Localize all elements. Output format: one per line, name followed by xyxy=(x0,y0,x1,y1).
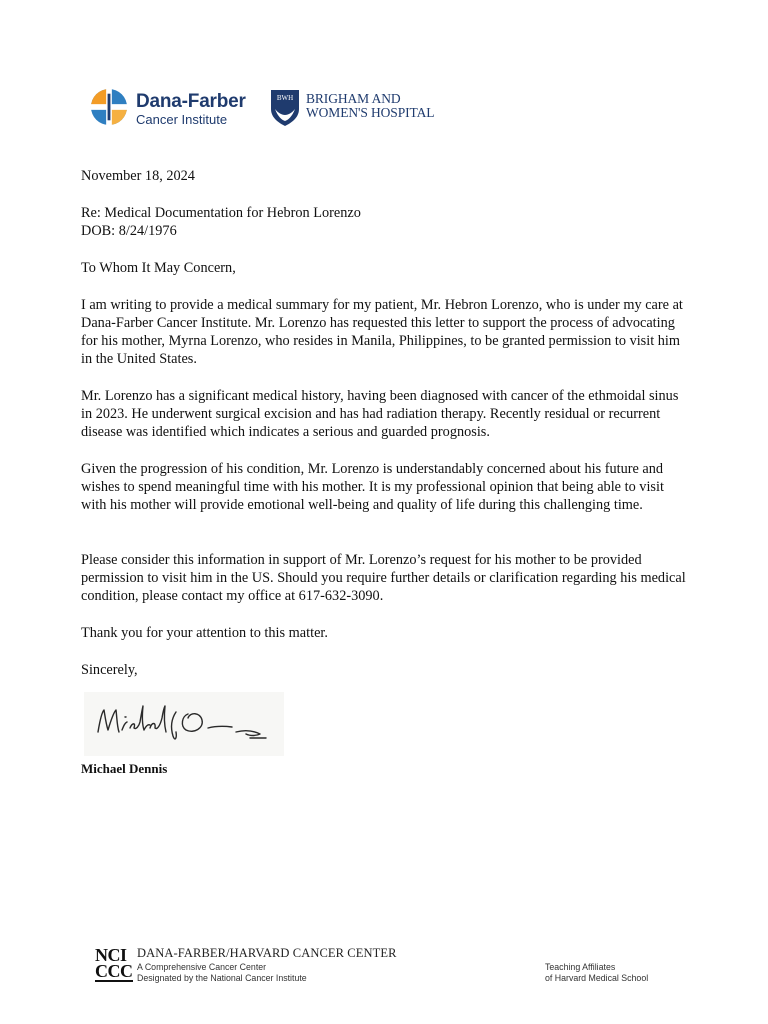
closing-line: Sincerely, xyxy=(81,662,138,678)
footer-affiliates-line1: Teaching Affiliates xyxy=(545,962,616,972)
nci-ccc-logo xyxy=(95,947,133,982)
brigham-womens-logo xyxy=(270,89,460,129)
dob-line: DOB: 8/24/1976 xyxy=(81,223,177,239)
nci-text: NCI xyxy=(95,945,127,965)
salutation: To Whom It May Concern, xyxy=(81,260,236,276)
letter-date: November 18, 2024 xyxy=(81,168,195,184)
body-paragraph: Mr. Lorenzo has a significant medical history, having been diagnosed with cancer of the ethmoidal sinus in 2023. He underwent surgical excision and has had radiation therapy. Recently residual or recurrent disease was identified which indicates a serious and guarded prognosis. xyxy=(81,388,679,440)
signer-name: Michael Dennis xyxy=(81,761,168,776)
body-paragraph: Please consider this information in support of Mr. Lorenzo’s request for his mother to be provided permission to visit him in the US. Should you require further details or clarification regarding his medical condition, please contact my office at 617-632-3090. xyxy=(81,552,686,604)
bwh-name-line2: WOMEN'S HOSPITAL xyxy=(306,105,435,120)
footer-subtitle: A Comprehensive Cancer Center xyxy=(137,962,267,972)
footer-designation: Designated by the National Cancer Institute xyxy=(137,973,307,983)
dana-farber-subtitle: Cancer Institute xyxy=(136,112,228,127)
footer-title: DANA-FARBER/HARVARD CANCER CENTER xyxy=(137,946,397,960)
body-paragraph: I am writing to provide a medical summary for my patient, Mr. Hebron Lorenzo, who is under my care at Dana-Farber Cancer Institute. Mr. Lorenzo has requested this letter to support the process of advocating for his mother, Myrna Lorenzo, who resides in Manila, Philippines, to be granted permission to visit him in the United States. xyxy=(81,297,683,367)
dana-farber-mark-icon xyxy=(90,87,128,127)
bwh-shield-text: BWH xyxy=(276,94,294,102)
dana-farber-logo xyxy=(90,87,260,131)
footer xyxy=(95,940,655,990)
bwh-name-line1: BRIGHAM AND xyxy=(306,91,401,106)
footer-affiliates-line2: of Harvard Medical School xyxy=(545,973,649,983)
body-paragraph: Given the progression of his condition, Mr. Lorenzo is understandably concerned about his future and wishes to spend meaningful time with his mother. It is my professional opinion that being able to visit with his mother will provide emotional well-being and quality of life during this challenging time. xyxy=(81,461,664,513)
ccc-text: CCC xyxy=(95,961,133,981)
handwritten-signature xyxy=(84,692,284,756)
dana-farber-name: Dana-Farber xyxy=(136,91,246,112)
bwh-shield-icon xyxy=(270,89,300,127)
subject-line: Re: Medical Documentation for Hebron Lorenzo xyxy=(81,205,361,221)
thanks-line: Thank you for your attention to this matter. xyxy=(81,625,328,641)
